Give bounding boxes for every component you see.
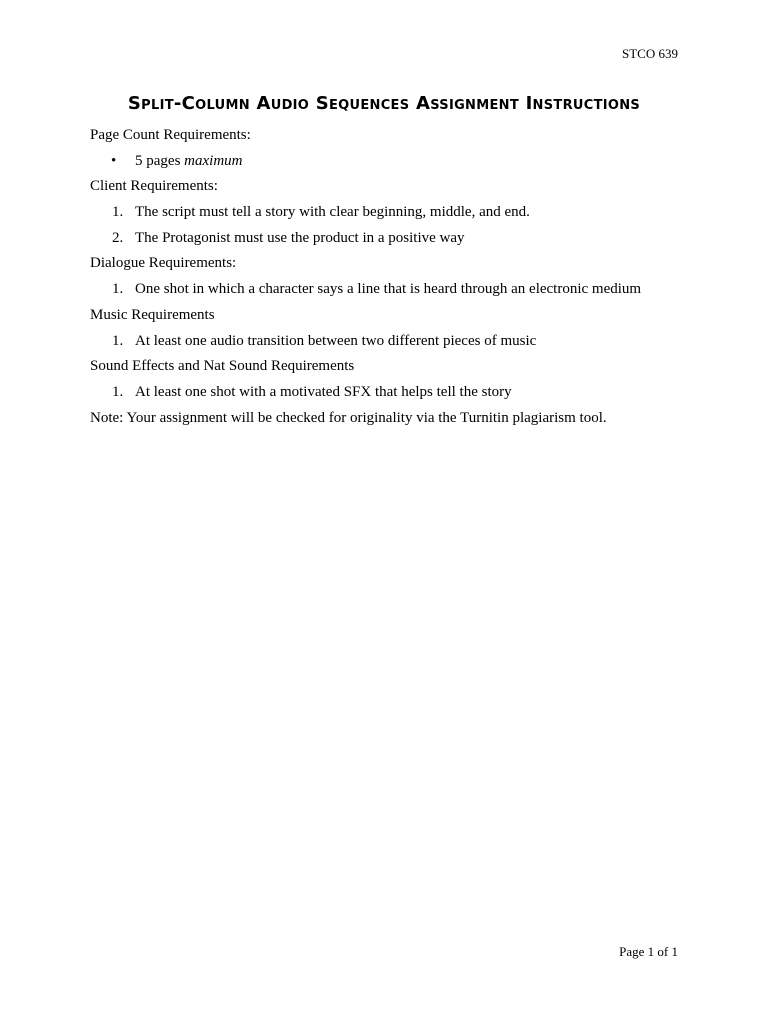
list-item-text: At least one audio transition between two different pieces of music <box>135 332 537 349</box>
list-item-text: 5 pages <box>135 152 185 169</box>
originality-note: Note: Your assignment will be checked for originality via the Turnitin plagiarism tool. <box>90 409 607 426</box>
list-item-text: The script must tell a story with clear beginning, middle, and end. <box>135 204 530 221</box>
bullet-icon: • <box>111 152 117 169</box>
page-number: Page 1 of 1 <box>619 944 678 959</box>
list-item <box>90 329 690 355</box>
document-body <box>90 123 690 431</box>
list-item <box>90 200 690 226</box>
list-marker: 1. <box>112 281 124 298</box>
list-item-text: At least one shot with a motivated SFX that helps tell the story <box>135 383 512 400</box>
page-title: Split-Column Audio Sequences Assignment Instructions <box>127 93 641 114</box>
list-item <box>90 277 690 303</box>
section-heading-music: Music Requirements <box>90 306 215 323</box>
list-marker: 1. <box>112 332 124 349</box>
list-marker: 1. <box>112 383 124 400</box>
list-item-emphasis: maximum <box>184 152 243 169</box>
section-heading-page-count: Page Count Requirements: <box>90 127 251 143</box>
list-item <box>90 226 690 252</box>
list-item-text: The Protagonist must use the product in a positive way <box>135 229 465 246</box>
list-item-text: One shot in which a character says a line that is heard through an electronic medium <box>135 281 642 298</box>
list-item <box>90 149 690 175</box>
list-marker: 1. <box>112 204 124 221</box>
list-item <box>90 380 690 406</box>
section-heading-sfx: Sound Effects and Nat Sound Requirements <box>90 358 355 375</box>
section-heading-client: Client Requirements: <box>90 178 218 195</box>
course-code: STCO 639 <box>622 46 678 61</box>
list-marker: 2. <box>112 229 124 246</box>
section-heading-dialogue: Dialogue Requirements: <box>90 255 237 272</box>
